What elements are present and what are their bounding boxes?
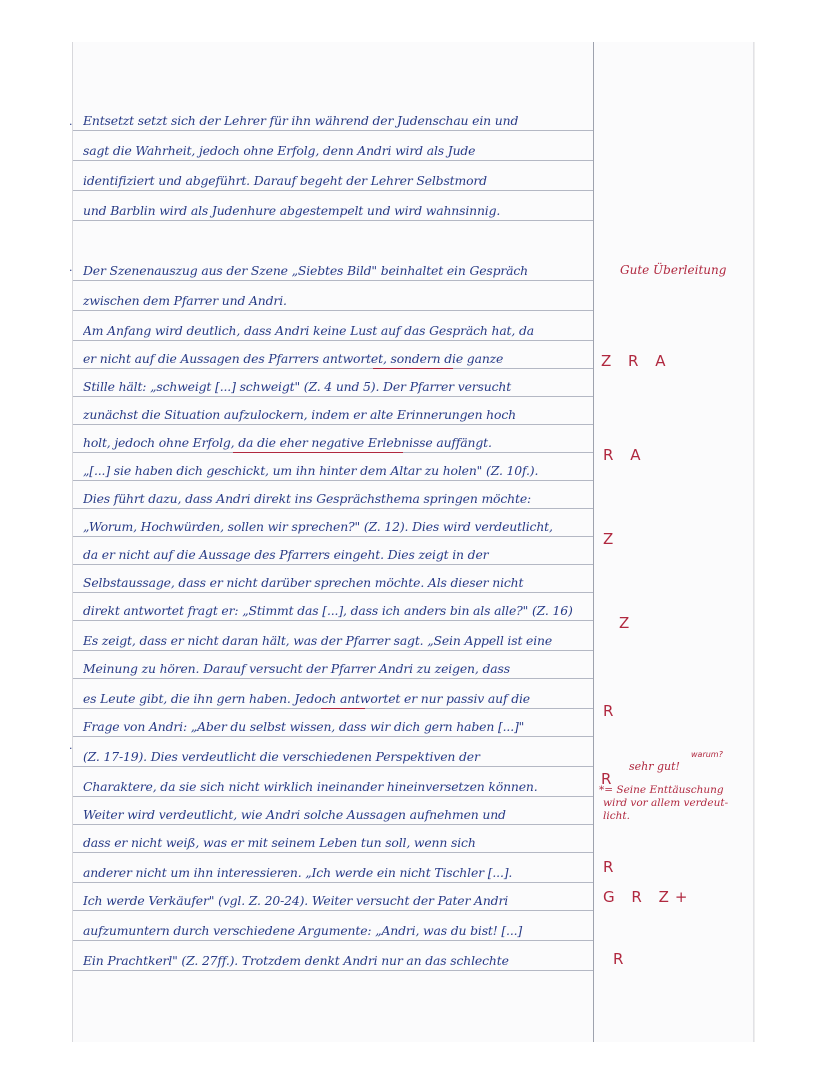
text-line: holt, jedoch ohne Erfolg, da die eher negative Erlebnisse auffängt. — [83, 436, 492, 450]
ruled-line — [73, 480, 593, 481]
text-line: Am Anfang wird deutlich, dass Andri keine Lust auf das Gespräch hat, da — [83, 324, 534, 338]
bullet-mark: · — [69, 264, 73, 277]
text-line: direkt antwortet fragt er: „Stimmt das [...], dass ich anders bin als alle?" (Z. 16) — [83, 604, 573, 618]
margin-praise: sehr gut! — [629, 760, 680, 773]
text-line: zunächst die Situation aufzulockern, indem er alte Erinnerungen hoch — [83, 408, 516, 422]
ruled-line — [73, 160, 593, 161]
ruled-line — [73, 796, 593, 797]
text-line: aufzumuntern durch verschiedene Argumente: „Andri, was du bist! [...] — [83, 924, 523, 938]
ruled-line — [73, 396, 593, 397]
ruled-line — [73, 508, 593, 509]
correction-underline — [321, 708, 365, 709]
text-line: Es zeigt, dass er nicht daran hält, was der Pfarrer sagt. „Sein Appell ist eine — [83, 634, 553, 648]
margin-comment: wird vor allem verdeut- — [603, 797, 729, 809]
bullet-mark: · — [69, 742, 73, 755]
notebook-page — [69, 42, 754, 1042]
margin-mark: Z R A — [601, 352, 672, 370]
ruled-line — [73, 564, 593, 565]
margin-line — [593, 42, 594, 1042]
text-line: identifiziert und abgeführt. Darauf begeht der Lehrer Selbstmord — [83, 174, 487, 188]
text-line: er nicht auf die Aussagen des Pfarrers antwortet, sondern die ganze — [83, 352, 504, 366]
margin-mark: Z — [619, 614, 636, 632]
margin-mark: R — [603, 858, 620, 876]
ruled-line — [73, 736, 593, 737]
ruled-line — [73, 340, 593, 341]
ruled-line — [73, 940, 593, 941]
text-line: Der Szenenauszug aus der Szene „Siebtes Bild" beinhaltet ein Gespräch — [83, 264, 528, 278]
text-line: Weiter wird verdeutlicht, wie Andri solche Aussagen aufnehmen und — [83, 808, 506, 822]
margin-mark: R — [601, 770, 618, 788]
ruled-line — [73, 910, 593, 911]
ruled-line — [73, 368, 593, 369]
text-line: Dies führt dazu, dass Andri direkt ins Gesprächsthema springen möchte: — [83, 492, 532, 506]
text-line: da er nicht auf die Aussage des Pfarrers eingeht. Dies zeigt in der — [83, 548, 489, 562]
text-line: Ich werde Verkäufer" (vgl. Z. 20-24). Weiter versucht der Pater Andri — [83, 894, 509, 908]
correction-underline — [233, 452, 403, 453]
ruled-line — [73, 536, 593, 537]
margin-mark: Z — [603, 530, 620, 548]
ruled-line — [73, 766, 593, 767]
ruled-line — [73, 190, 593, 191]
bullet-mark: · — [69, 118, 73, 131]
ruled-line — [73, 592, 593, 593]
ruled-line — [73, 852, 593, 853]
ruled-line — [73, 650, 593, 651]
text-line: Charaktere, da sie sich nicht wirklich ineinander hineinversetzen können. — [83, 780, 538, 794]
text-line: Entsetzt setzt sich der Lehrer für ihn während der Judenschau ein und — [83, 114, 519, 128]
margin-mark: R A — [603, 446, 647, 464]
margin-comment: *= Seine Enttäuschung — [599, 784, 724, 796]
text-line: „[...] sie haben dich geschickt, um ihn hinter dem Altar zu holen" (Z. 10f.). — [83, 464, 539, 478]
text-line: anderer nicht um ihn interessieren. „Ich werde ein nicht Tischler [...]. — [83, 866, 513, 880]
ruled-line — [73, 424, 593, 425]
text-line: und Barblin wird als Judenhure abgestempelt und wird wahnsinnig. — [83, 204, 501, 218]
margin-mark: R — [613, 950, 630, 968]
ruled-line — [73, 970, 593, 971]
margin-mark: R — [603, 702, 620, 720]
ruled-line — [73, 280, 593, 281]
correction-underline — [373, 368, 453, 369]
text-line: (Z. 17-19). Dies verdeutlicht die verschiedenen Perspektiven der — [83, 750, 480, 764]
margin-comment: Gute Überleitung — [620, 263, 727, 277]
ruled-line — [73, 220, 593, 221]
text-line: dass er nicht weiß, was er mit seinem Leben tun soll, wenn sich — [83, 836, 476, 850]
text-line: Ein Prachtkerl" (Z. 27ff.). Trotzdem denkt Andri nur an das schlechte — [83, 954, 509, 968]
text-line: Stille hält: „schweigt [...] schweigt" (Z. 4 und 5). Der Pfarrer versucht — [83, 380, 512, 394]
ruled-line — [73, 882, 593, 883]
ruled-line — [73, 310, 593, 311]
text-line: „Worum, Hochwürden, sollen wir sprechen?" (Z. 12). Dies wird verdeutlicht, — [83, 520, 553, 534]
text-line: Selbstaussage, dass er nicht darüber sprechen möchte. Als dieser nicht — [83, 576, 524, 590]
text-line: sagt die Wahrheit, jedoch ohne Erfolg, denn Andri wird als Jude — [83, 144, 476, 158]
margin-comment: licht. — [603, 810, 630, 822]
margin-mark: G R Z+ — [603, 888, 694, 906]
text-line: zwischen dem Pfarrer und Andri. — [83, 294, 287, 308]
ruled-line — [73, 678, 593, 679]
margin-question: warum? — [691, 750, 723, 759]
text-line: Frage von Andri: „Aber du selbst wissen, dass wir dich gern haben [...]" — [83, 720, 525, 734]
ruled-line — [73, 130, 593, 131]
ruled-line — [73, 824, 593, 825]
text-line: Meinung zu hören. Darauf versucht der Pfarrer Andri zu zeigen, dass — [83, 662, 510, 676]
text-line: es Leute gibt, die ihn gern haben. Jedoch antwortet er nur passiv auf die — [83, 692, 530, 706]
ruled-line — [73, 620, 593, 621]
